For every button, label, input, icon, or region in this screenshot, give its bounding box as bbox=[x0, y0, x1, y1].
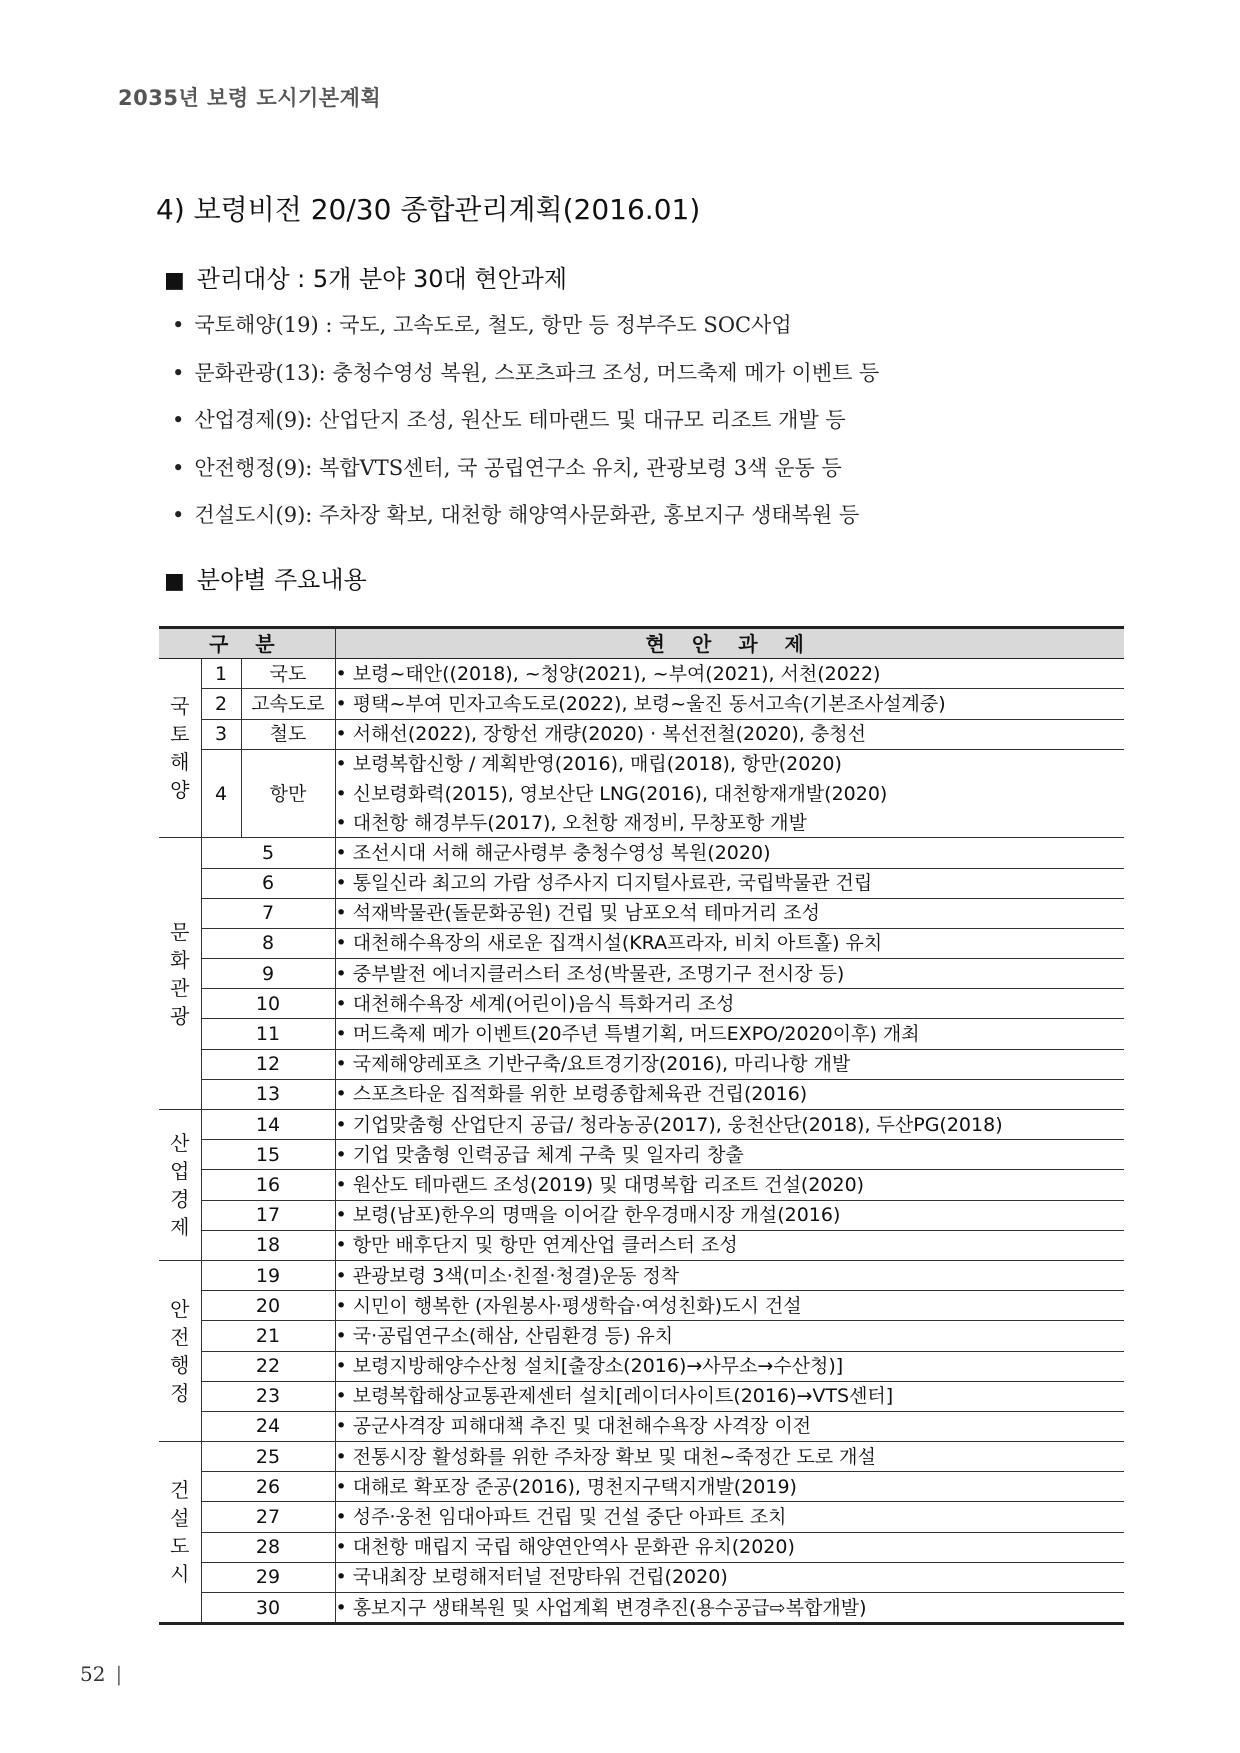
group-char: 정 bbox=[170, 1381, 190, 1405]
table-row bbox=[159, 749, 1124, 779]
row-task: • 평택~부여 민자고속도로(2022), 보령~울진 동서고속(기본조사설계중) bbox=[335, 689, 1124, 719]
row-category: 국도 bbox=[241, 659, 335, 689]
table-row bbox=[159, 1170, 1124, 1200]
group-char: 문 bbox=[170, 919, 190, 944]
row-task: • 중부발전 에너지클러스터 조성(박물관, 조명기구 전시장 등) bbox=[335, 959, 1124, 989]
row-task: • 기업맞춤형 산업단지 공급/ 청라농공(2017), 웅천산단(2018), 두산PG(2018) bbox=[335, 1110, 1124, 1140]
group-label-culture bbox=[159, 838, 201, 1110]
row-category: 철도 bbox=[241, 719, 335, 749]
bullet-text: 문화관광(13): 충청수영성 복원, 스포츠파크 조성, 머드축제 메가 이벤트 등 bbox=[194, 360, 880, 385]
row-task: • 국·공립연구소(해삼, 산림환경 등) 유치 bbox=[335, 1321, 1124, 1351]
row-number: 13 bbox=[201, 1079, 335, 1109]
row-number: 10 bbox=[201, 989, 335, 1019]
group-char: 도 bbox=[170, 1534, 190, 1559]
heading-targets-text: 관리대상 : 5개 분야 30대 현안과제 bbox=[196, 265, 568, 293]
table-row bbox=[159, 1442, 1124, 1472]
row-number: 24 bbox=[201, 1411, 335, 1441]
row-number: 21 bbox=[201, 1321, 335, 1351]
table-row bbox=[159, 1019, 1124, 1049]
group-char: 경 bbox=[170, 1186, 190, 1211]
row-number: 9 bbox=[201, 959, 335, 989]
table-row bbox=[159, 1472, 1124, 1502]
row-number: 25 bbox=[201, 1442, 335, 1472]
bullet-dot-icon: • bbox=[172, 360, 185, 385]
table-row bbox=[159, 1532, 1124, 1562]
row-task: • 대천해수욕장의 새로운 집객시설(KRA프라자, 비치 아트홀) 유치 bbox=[335, 928, 1124, 958]
row-number: 30 bbox=[201, 1593, 335, 1624]
row-number: 28 bbox=[201, 1532, 335, 1562]
group-char: 국 bbox=[170, 694, 190, 719]
row-task: • 대천항 해경부두(2017), 오천항 재정비, 무창포항 개발 bbox=[335, 808, 1124, 838]
row-number: 19 bbox=[201, 1260, 335, 1290]
table-row bbox=[159, 1351, 1124, 1381]
table-row bbox=[159, 1049, 1124, 1079]
row-task: • 전통시장 활성화를 위한 주차장 확보 및 대천~죽정간 도로 개설 bbox=[335, 1442, 1124, 1472]
row-number: 27 bbox=[201, 1502, 335, 1532]
row-task: • 항만 배후단지 및 항만 연계산업 클러스터 조성 bbox=[335, 1230, 1124, 1260]
row-number: 17 bbox=[201, 1200, 335, 1230]
row-number: 22 bbox=[201, 1351, 335, 1381]
row-task: • 원산도 테마랜드 조성(2019) 및 대명복합 리조트 건설(2020) bbox=[335, 1170, 1124, 1200]
page-number bbox=[80, 1662, 122, 1686]
list-item bbox=[172, 405, 879, 453]
group-label-industry bbox=[159, 1110, 201, 1261]
task-table bbox=[159, 626, 1124, 1625]
header-tasks: 현 안 과 제 bbox=[335, 628, 1124, 659]
list-item bbox=[172, 358, 879, 406]
row-task: • 시민이 행복한 (자원봉사·평생학습·여성친화)도시 건설 bbox=[335, 1291, 1124, 1321]
row-task: • 국제해양레포츠 기반구축/요트경기장(2016), 마리나항 개발 bbox=[335, 1049, 1124, 1079]
list-item bbox=[172, 453, 879, 501]
table-row bbox=[159, 959, 1124, 989]
page-number-value: 52 bbox=[80, 1662, 106, 1686]
table-row bbox=[159, 1140, 1124, 1170]
row-number: 26 bbox=[201, 1472, 335, 1502]
row-number: 3 bbox=[201, 719, 241, 749]
row-number: 23 bbox=[201, 1381, 335, 1411]
row-task: • 보령~태안((2018), ~청양(2021), ~부여(2021), 서천(2022) bbox=[335, 659, 1124, 689]
row-number: 8 bbox=[201, 928, 335, 958]
table-row bbox=[159, 1411, 1124, 1441]
row-category: 고속도로 bbox=[241, 689, 335, 719]
row-number: 11 bbox=[201, 1019, 335, 1049]
group-char: 업 bbox=[170, 1158, 190, 1183]
bullet-dot-icon: • bbox=[172, 313, 185, 337]
row-task: • 관광보령 3색(미소·친절·청결)운동 정착 bbox=[335, 1260, 1124, 1290]
table-row bbox=[159, 928, 1124, 958]
group-char: 설 bbox=[170, 1506, 190, 1531]
group-char: 안 bbox=[170, 1297, 190, 1321]
table-row bbox=[159, 1110, 1124, 1140]
group-char: 화 bbox=[170, 947, 190, 972]
square-bullet-icon: ■ bbox=[164, 268, 185, 293]
table-row bbox=[159, 1562, 1124, 1592]
row-task: • 대해로 확포장 준공(2016), 명천지구택지개발(2019) bbox=[335, 1472, 1124, 1502]
group-char: 시 bbox=[170, 1562, 190, 1587]
row-number: 2 bbox=[201, 689, 241, 719]
row-number: 1 bbox=[201, 659, 241, 689]
row-task: • 머드축제 메가 이벤트(20주년 특별기획, 머드EXPO/2020이후) 개최 bbox=[335, 1019, 1124, 1049]
bullet-dot-icon: • bbox=[172, 455, 185, 480]
row-number: 5 bbox=[201, 838, 335, 868]
row-task: • 공군사격장 피해대책 추진 및 대천해수욕장 사격장 이전 bbox=[335, 1411, 1124, 1441]
group-char: 관 bbox=[170, 975, 190, 1000]
row-task: • 보령복합해상교통관제센터 설치[레이더사이트(2016)→VTS센터] bbox=[335, 1381, 1124, 1411]
list-item bbox=[172, 500, 879, 548]
bullet-dot-icon: • bbox=[172, 408, 185, 432]
heading-content-text: 분야별 주요내용 bbox=[196, 566, 367, 594]
group-char: 산 bbox=[170, 1130, 190, 1155]
row-number: 7 bbox=[201, 898, 335, 928]
table-row bbox=[159, 1321, 1124, 1351]
table-header-row bbox=[159, 628, 1124, 659]
table-row bbox=[159, 898, 1124, 928]
group-char: 행 bbox=[170, 1353, 190, 1377]
group-label-safety bbox=[159, 1260, 201, 1441]
table-row bbox=[159, 868, 1124, 898]
bullet-dot-icon: • bbox=[172, 503, 185, 527]
row-task: • 신보령화력(2015), 영보산단 LNG(2016), 대천항재개발(2020) bbox=[335, 782, 888, 805]
group-char: 건 bbox=[170, 1478, 190, 1503]
table-row bbox=[159, 838, 1124, 868]
row-number: 6 bbox=[201, 868, 335, 898]
group-char: 토 bbox=[170, 722, 190, 747]
row-number: 14 bbox=[201, 1110, 335, 1140]
table-row bbox=[159, 1291, 1124, 1321]
row-task: • 대천항 매립지 국립 해양연안역사 문화관 유치(2020) bbox=[335, 1532, 1124, 1562]
table-row bbox=[159, 689, 1124, 719]
running-head: 2035년 보령 도시기본계획 bbox=[118, 86, 382, 110]
row-number: 20 bbox=[201, 1291, 335, 1321]
row-task: • 국내최장 보령해저터널 전망타워 건립(2020) bbox=[335, 1562, 1124, 1592]
group-label-nation bbox=[159, 659, 201, 838]
target-bullet-list bbox=[172, 310, 879, 548]
group-char: 해 bbox=[170, 750, 190, 775]
table-row bbox=[159, 1381, 1124, 1411]
row-task: • 대천해수욕장 세계(어린이)음식 특화거리 조성 bbox=[335, 989, 1124, 1019]
bullet-text: 건설도시(9): 주차장 확보, 대천항 해양역사문화관, 홍보지구 생태복원 등 bbox=[194, 503, 860, 527]
section-title: 4) 보령비전 20/30 종합관리계획(2016.01) bbox=[156, 193, 701, 226]
group-char: 제 bbox=[170, 1214, 190, 1239]
square-bullet-icon: ■ bbox=[164, 569, 185, 594]
page-separator: | bbox=[115, 1662, 123, 1686]
row-number: 15 bbox=[201, 1140, 335, 1170]
row-task: • 조선시대 서해 해군사령부 충청수영성 복원(2020) bbox=[335, 838, 1124, 868]
heading-content bbox=[164, 560, 367, 595]
table-row bbox=[159, 659, 1124, 689]
row-number: 16 bbox=[201, 1170, 335, 1200]
row-task: • 보령지방해양수산청 설치[출장소(2016)→사무소→수산청)] bbox=[335, 1351, 1124, 1381]
table-row bbox=[159, 1230, 1124, 1260]
row-number: 29 bbox=[201, 1562, 335, 1592]
bullet-text: 안전행정(9): 복합VTS센터, 국 공립연구소 유치, 관광보령 3색 운동 등 bbox=[194, 455, 842, 480]
row-task: • 기업 맞춤형 인력공급 체계 구축 및 일자리 창출 bbox=[335, 1140, 1124, 1170]
row-task: • 석재박물관(돌문화공원) 건립 및 남포오석 테마거리 조성 bbox=[335, 898, 1124, 928]
row-number: 4 bbox=[201, 749, 241, 838]
table-row bbox=[159, 1593, 1124, 1624]
row-task: • 통일신라 최고의 가람 성주사지 디지털사료관, 국립박물관 건립 bbox=[335, 868, 1124, 898]
list-item bbox=[172, 310, 879, 358]
heading-targets bbox=[164, 259, 567, 294]
table-row bbox=[159, 1200, 1124, 1230]
row-task: • 스포츠타운 집적화를 위한 보령종합체육관 건립(2016) bbox=[335, 1079, 1124, 1109]
table-row bbox=[159, 1079, 1124, 1109]
row-task: • 보령복합신항 / 계획반영(2016), 매립(2018), 항만(2020) bbox=[335, 749, 1124, 779]
group-label-construction bbox=[159, 1442, 201, 1624]
table-row bbox=[159, 1260, 1124, 1290]
table-row bbox=[159, 989, 1124, 1019]
row-task: • 보령(남포)한우의 명맥을 이어갈 한우경매시장 개설(2016) bbox=[335, 1200, 1124, 1230]
table-row bbox=[159, 1502, 1124, 1532]
group-char: 광 bbox=[170, 1003, 190, 1028]
row-task: • 서해선(2022), 장항선 개량(2020) · 복선전철(2020), 충청선 bbox=[335, 719, 1124, 749]
group-char: 양 bbox=[170, 778, 190, 803]
row-number: 12 bbox=[201, 1049, 335, 1079]
bullet-text: 산업경제(9): 산업단지 조성, 원산도 테마랜드 및 대규모 리조트 개발 등 bbox=[194, 408, 846, 432]
row-task: • 홍보지구 생태복원 및 사업계획 변경추진(용수공급⇨복합개발) bbox=[335, 1593, 1124, 1624]
row-number: 18 bbox=[201, 1230, 335, 1260]
header-category: 구 분 bbox=[159, 628, 335, 659]
row-category: 항만 bbox=[241, 749, 335, 838]
group-char: 전 bbox=[170, 1325, 190, 1349]
row-task: • 성주·웅천 임대아파트 건립 및 건설 중단 아파트 조치 bbox=[335, 1502, 1124, 1532]
table-row bbox=[159, 719, 1124, 749]
bullet-text: 국토해양(19) : 국도, 고속도로, 철도, 항만 등 정부주도 SOC사업 bbox=[194, 313, 792, 337]
